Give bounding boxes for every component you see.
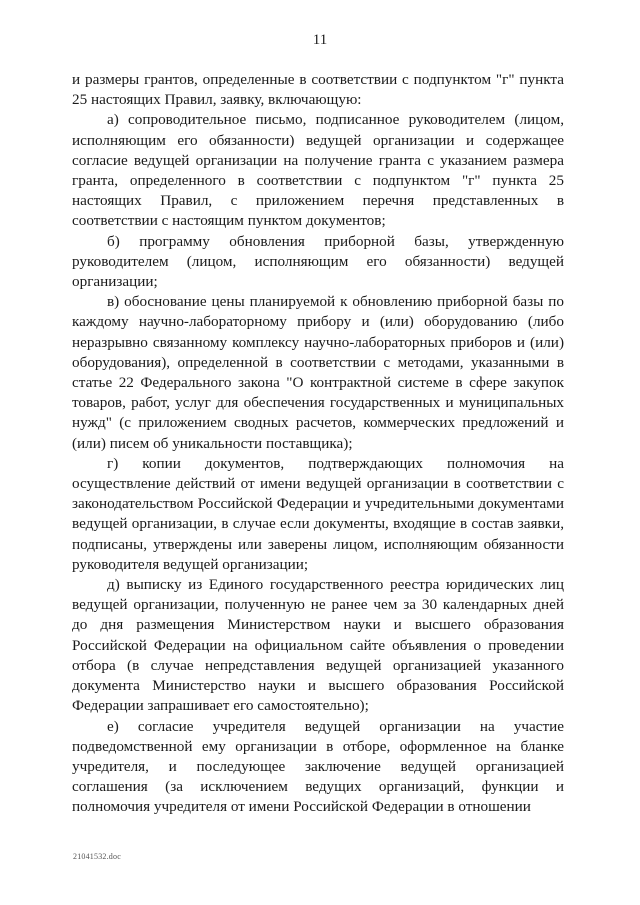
paragraph-intro-continuation: и размеры грантов, определенные в соответствии с подпунктом "г" пункта 25 настоящих Правил, заявку, включающую: — [72, 71, 564, 109]
paragraph-item-a: а) сопроводительное письмо, подписанное руководителем (лицом, исполняющим его обязанности) ведущей организации и содержащее согласие ведущей организации на получение гранта с указанием размера гранта, определенного в соответствии с подпунктом "г" пункта 25 настоящих Правил, с приложением перечня представленных в соответствии с настоящим пунктом документов; — [72, 111, 564, 230]
paragraph-item-d: д) выписку из Единого государственного реестра юридических лиц ведущей организации, полученную не ранее чем за 30 календарных дней до дня размещения Министерством науки и высшего образования Российской Федерации на официальном сайте объявления о проведении отбора (в случае непредставления ведущей организацией указанного документа Министерство науки и высшего образования Российской Федерации запрашивает его самостоятельно); — [72, 576, 564, 715]
page-number: 11 — [312, 32, 328, 48]
paragraph-item-e: е) согласие учредителя ведущей организации на участие подведомственной ему организации в отборе, оформленное на бланке учредителя, и последующее заключение ведущей организацией соглашения (за исключением ведущих организаций, функции и полномочия учредителя от имени Российской Федерации в отношении — [72, 717, 564, 816]
document-file-code: 21041532.doc — [73, 852, 121, 861]
document-body — [72, 70, 564, 818]
paragraph-item-b: б) программу обновления приборной базы, утвержденную руководителем (лицом, исполняющим его обязанности) ведущей организации; — [72, 232, 564, 291]
paragraph-item-g: г) копии документов, подтверждающих полномочия на осуществление действий от имени ведущей организации в соответствии с законодательством Российской Федерации и учредительными документами ведущей организации, в случае если документы, входящие в состав заявки, подписаны, утверждены или заверены лицом, исполняющим обязанности руководителя ведущей организации; — [72, 454, 564, 573]
paragraph-item-v: в) обоснование цены планируемой к обновлению приборной базы по каждому научно-лабораторному прибору и (или) оборудованию (либо неразрывно связанному комплексу научно-лабораторных приборов и (или) оборудования), определенной в соответствии с методами, указанными в статье 22 Федерального закона "О контрактной системе в сфере закупок товаров, работ, услуг для обеспечения государственных и муниципальных нужд" (с приложением сводных расчетов, коммерческих предложений и (или) писем об уникальности поставщика); — [72, 293, 564, 452]
